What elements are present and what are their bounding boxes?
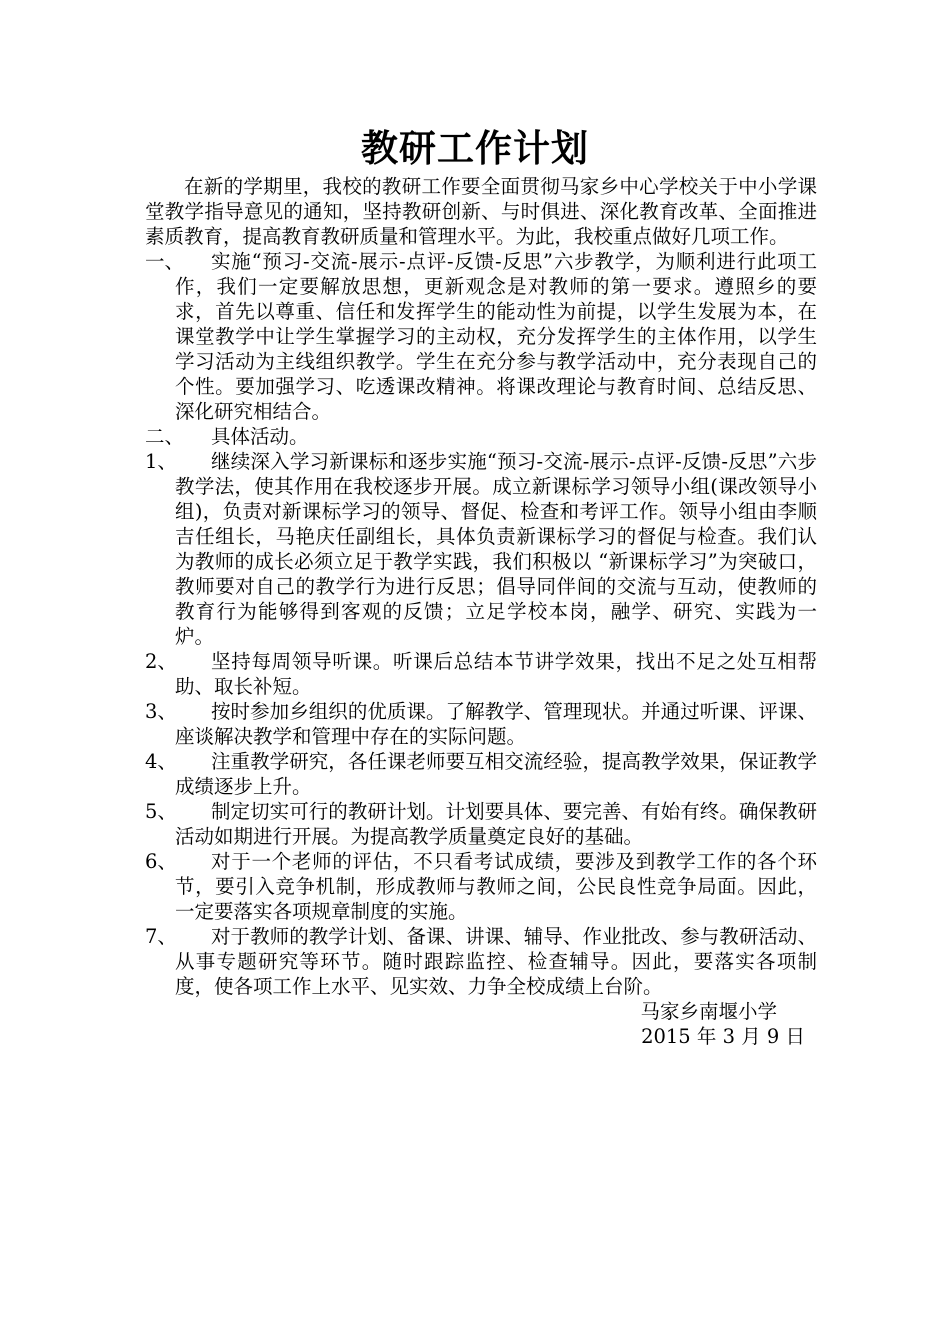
activity-number: 1、 (145, 450, 177, 473)
activity-number: 7、 (145, 925, 177, 948)
section-number: 一、 (145, 250, 185, 273)
activity-number: 6、 (145, 850, 177, 873)
activity-text: 制定切实可行的教研计划。计划要具体、要完善、有始有终。确保教研活动如期进行开展。为提高教学质量奠定良好的基础。 (175, 800, 817, 848)
document-title: 教研工作计划 (361, 126, 589, 170)
signature-school: 马家乡南堰小学 (640, 1000, 777, 1023)
activity-text: 注重教学研究，各任课老师要互相交流经验，提高教学效果，保证教学成绩逐步上升。 (175, 750, 817, 798)
activity-number: 5、 (145, 800, 177, 823)
activity-number: 2、 (145, 650, 177, 673)
section-item-1 (145, 249, 817, 424)
activity-text: 按时参加乡组织的优质课。了解教学、管理现状。并通过听课、评课、座谈解决教学和管理中存在的实际问题。 (175, 700, 817, 748)
activity-number: 3、 (145, 700, 177, 723)
signature-date: 2015 年 3 月 9 日 (641, 1025, 805, 1048)
activity-item-4 (145, 749, 817, 799)
activity-item-1 (145, 449, 817, 649)
activity-item-6 (145, 849, 817, 924)
activity-item-5 (145, 799, 817, 849)
activity-text: 继续深入学习新课标和逐步实施“预习-交流-展示-点评-反馈-反思”六步教学法，使其作用在我校逐步开展。成立新课标学习领导小组(课改领导小组)，负责对新课标学习的领导、督促、检查和考评工作。领导小组由李顺吉任组长，马艳庆任副组长，具体负责新课标学习的督促与检查。我们认为教师的成长必须立足于教学实践，我们积极以 “新课标学习”为突破口，教师要对自己的教学行为进行反思；倡导同伴间的交流与互动，使教师的教育行为能够得到客观的反馈；立足学校本岗，融学、研究、实践为一炉。 (175, 450, 817, 648)
document-body (145, 174, 817, 1049)
activity-number: 4、 (145, 750, 177, 773)
activity-item-3 (145, 699, 817, 749)
activity-text: 坚持每周领导听课。听课后总结本节讲学效果，找出不足之处互相帮助、取长补短。 (175, 650, 817, 698)
activity-text: 对于教师的教学计划、备课、讲课、辅导、作业批改、参与教研活动、从事专题研究等环节。随时跟踪监控、检查辅导。因此，要落实各项制度，使各项工作上水平、见实效、力争全校成绩上台阶。 (175, 925, 817, 998)
section-number: 二、 (145, 425, 185, 448)
section-text: 实施“预习-交流-展示-点评-反馈-反思”六步教学，为顺利进行此项工作，我们一定要解放思想，更新观念是对教师的第一要求。遵照乡的要求，首先以尊重、信任和发挥学生的能动性为前提，以学生发展为本，在课堂教学中让学生掌握学习的主动权，充分发挥学生的主体作用，以学生学习活动为主线组织教学。学生在充分参与教学活动中，充分表现自己的个性。要加强学习、吃透课改精神。将课改理论与教育时间、总结反思、深化研究相结合。 (175, 250, 817, 423)
intro-paragraph: 在新的学期里，我校的教研工作要全面贯彻马家乡中心学校关于中小学课堂教学指导意见的通知，坚持教研创新、与时俱进、深化教育改革、全面推进素质教育，提高教育教研质量和管理水平。为此，我校重点做好几项工作。 (145, 175, 817, 248)
section-text: 具体活动。 (211, 425, 309, 448)
activity-item-7 (145, 924, 817, 999)
activity-item-2 (145, 649, 817, 699)
section-item-2 (145, 424, 817, 449)
activity-text: 对于一个老师的评估，不只看考试成绩，要涉及到教学工作的各个环节，要引入竞争机制，形成教师与教师之间，公民良性竞争局面。因此，一定要落实各项规章制度的实施。 (175, 850, 817, 923)
